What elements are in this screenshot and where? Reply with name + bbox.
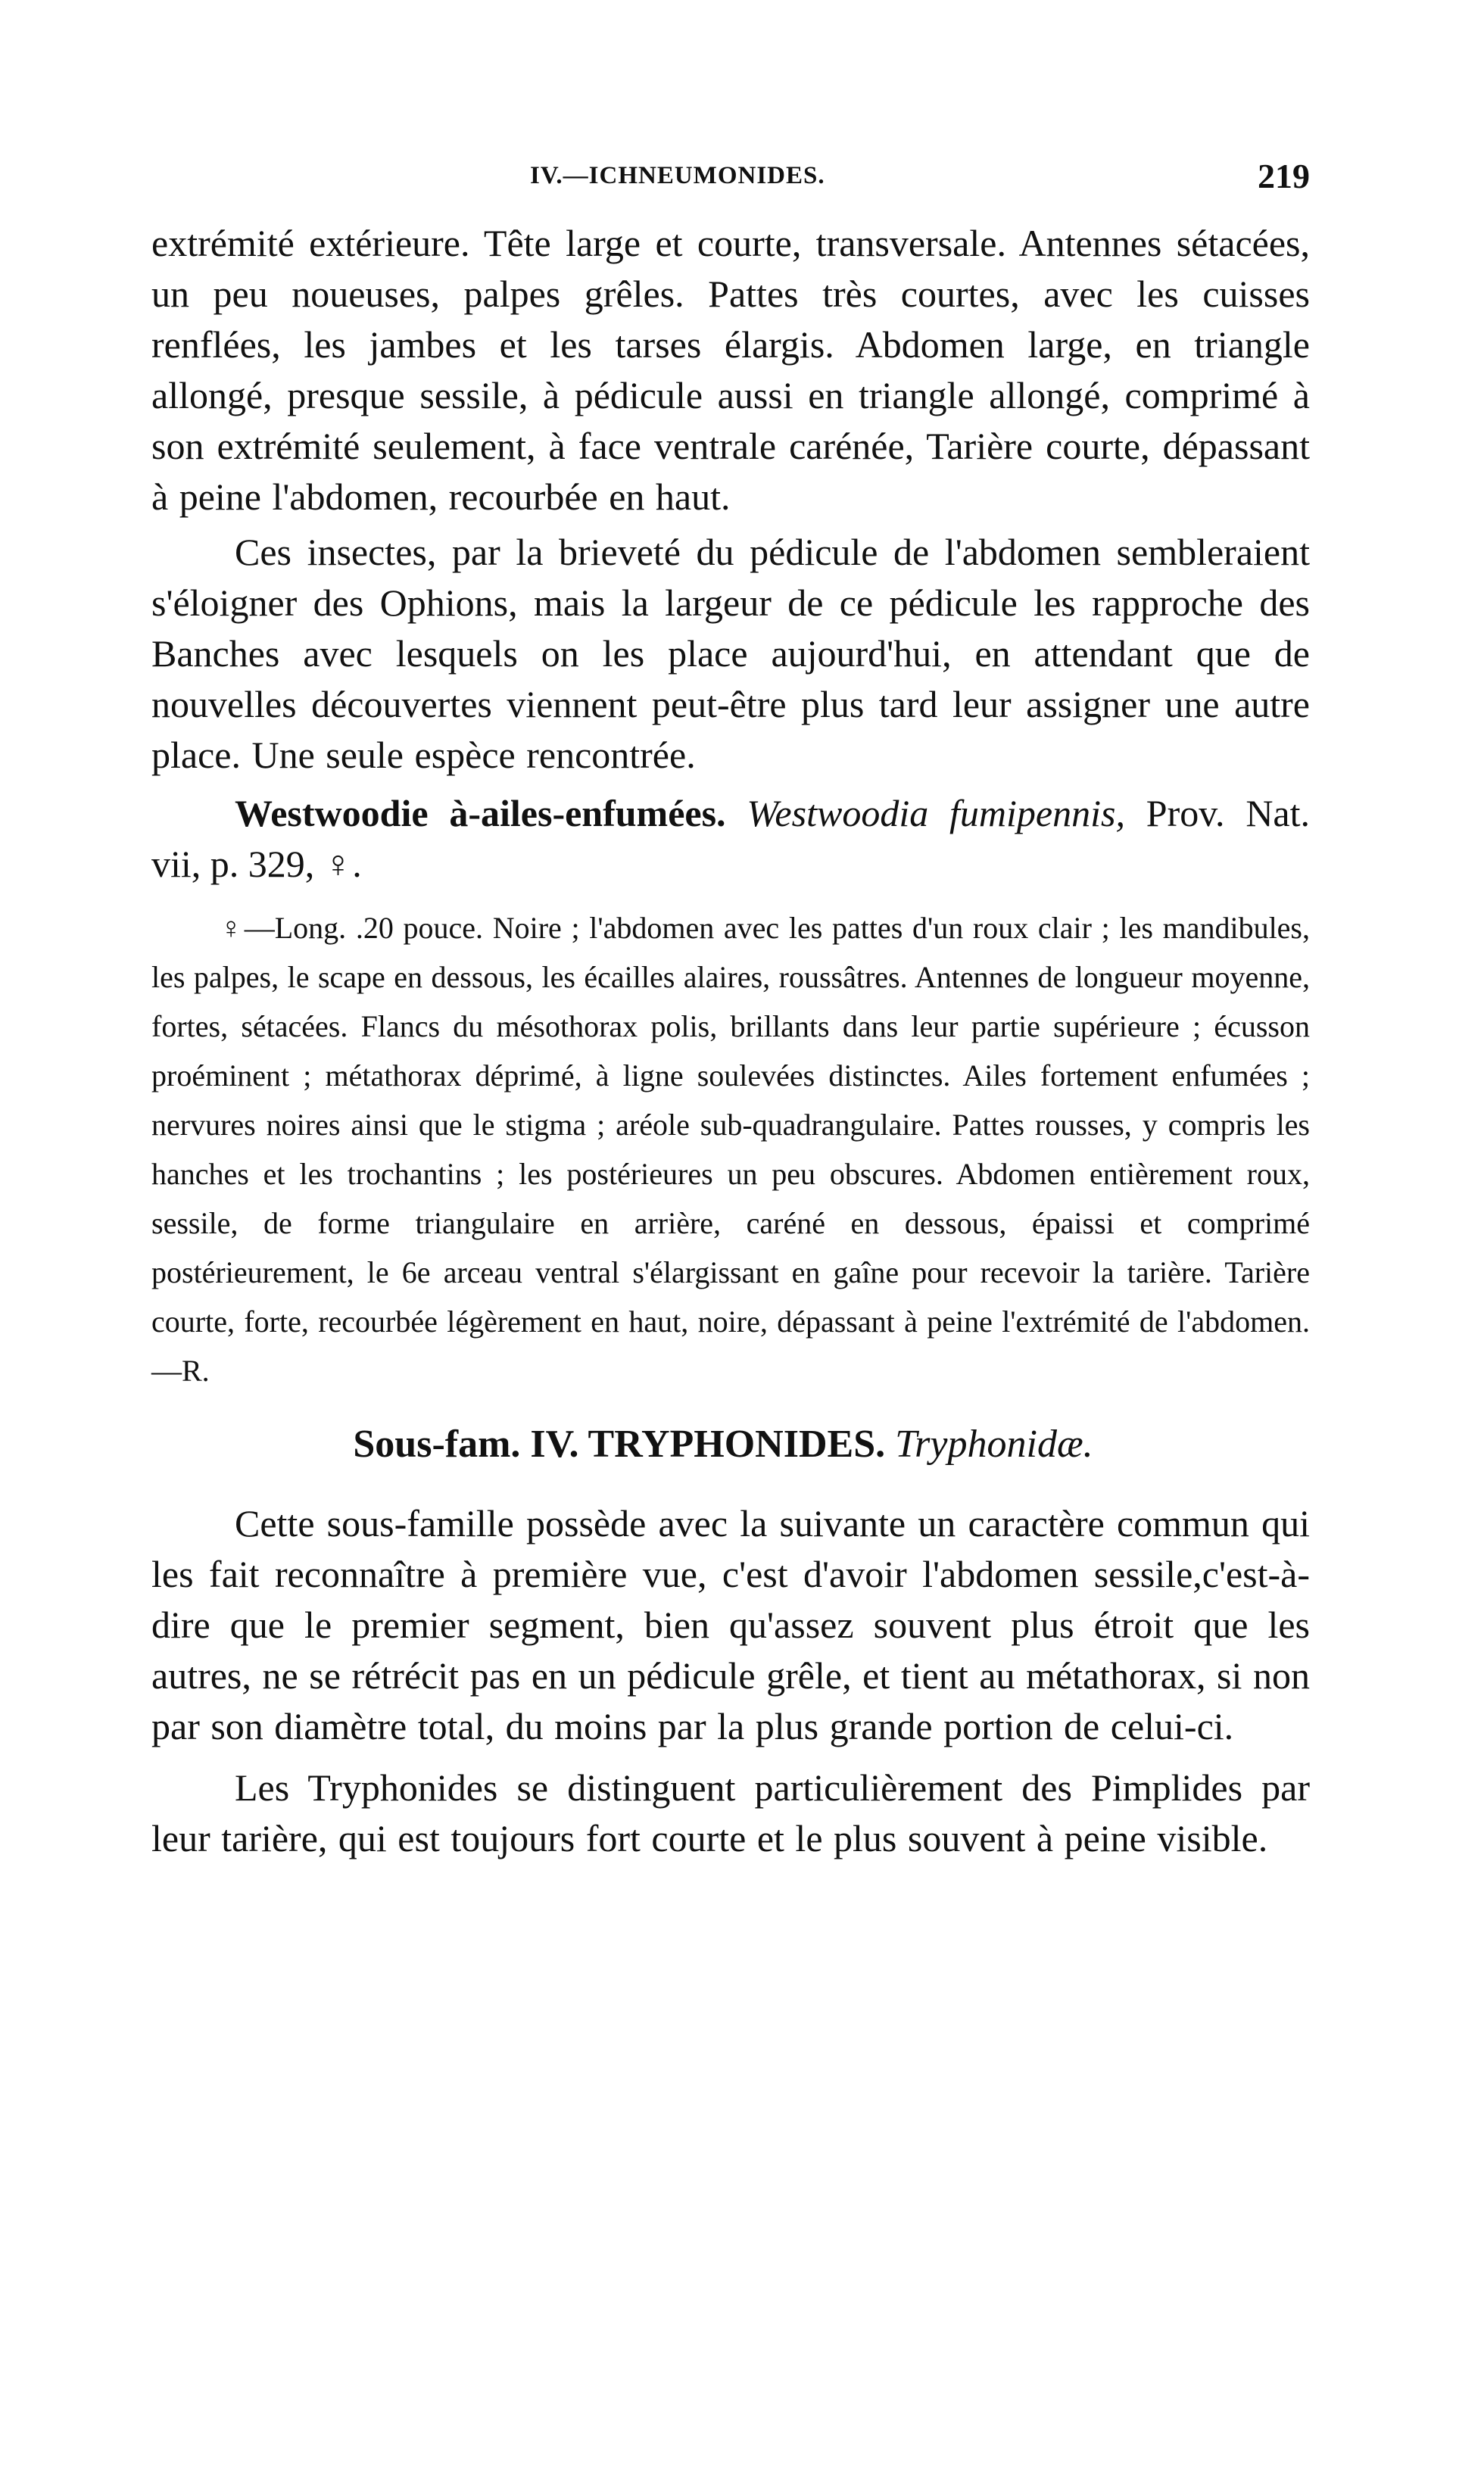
paragraph-subfamily-definition: Cette sous-famille possède avec la suivante un caractère commun qui les fait reconnaître à première vue, c'est d'avoir l'abdomen sessile,c'est-à-dire que le premier segment, bien qu'assez souvent plus étroit que les autres, ne se rétrécit pas en un pédicule grêle, et tient au métathorax, si non par son diamètre total, du moins par la plus grande portion de celui-ci. bbox=[151, 1502, 1310, 1747]
species-reference: Prov. Nat. vii, p. 329, ♀. bbox=[151, 792, 1311, 885]
species-common-name: Westwoodie à-ailes-enfumées. bbox=[235, 792, 726, 834]
book-page bbox=[151, 151, 1310, 1864]
running-head bbox=[151, 151, 1310, 197]
page-number: 219 bbox=[1258, 157, 1310, 195]
subfamily-label: Sous-fam. IV. TRYPHONIDES. bbox=[353, 1423, 886, 1466]
paragraph-affinities: Ces insectes, par la brieveté du pédicule de l'abdomen sembleraient s'éloigner des Ophions, mais la largeur de ce pédicule les rapproche des Banches avec lesquels on les place aujourd'hui, en attendant que de nouvelles découvertes viennent peut-être plus tard leur assigner une autre place. Une seule espèce rencontrée. bbox=[151, 531, 1310, 776]
running-title: IV.—ICHNEUMONIDES. bbox=[530, 162, 825, 189]
species-heading bbox=[151, 788, 1310, 890]
subfamily-heading bbox=[151, 1418, 1310, 1471]
subfamily-latin: Tryphonidæ. bbox=[895, 1423, 1093, 1466]
species-latin-name: Westwoodia fumipennis, bbox=[747, 792, 1125, 834]
paragraph-genus-characters: extrémité extérieure. Tête large et courte, transversale. Antennes sétacées, un peu noueuses, palpes grêles. Pattes très courtes, avec les cuisses renflées, les jambes et les tarses élargis. Abdomen large, en triangle allongé, presque sessile, à pédicule aussi en triangle allongé, comprimé à son extrémité seulement, à face ventrale carénée, Tarière courte, dépassant à peine l'abdomen, recourbée en haut. bbox=[151, 222, 1310, 518]
species-description: ♀—Long. .20 pouce. Noire ; l'abdomen avec les pattes d'un roux clair ; les mandibules, les palpes, le scape en dessous, les écailles alaires, roussâtres. Antennes de longueur moyenne, fortes, sétacées. Flancs du mésothorax polis, brillants dans leur partie supérieure ; écusson proéminent ; métathorax déprimé, à ligne soulevées distinctes. Ailes fortement enfumées ; nervures noires ainsi que le stigma ; aréole sub-quadrangulaire. Pattes rousses, y compris les hanches et les trochantins ; les postérieures un peu obscures. Abdomen entièrement roux, sessile, de forme triangulaire en arrière, caréné en dessous, épaissi et comprimé postérieurement, le 6e arceau ventral s'élargissant en gaîne pour recevoir la tarière. Tarière courte, forte, recourbée légèrement en haut, noire, dépassant à peine l'extrémité de l'abdomen.—R. bbox=[151, 911, 1310, 1388]
paragraph-tryphonides-distinction: Les Tryphonides se distinguent particulièrement des Pimplides par leur tarière, qui est toujours fort courte et le plus souvent à peine visible. bbox=[151, 1766, 1310, 1859]
